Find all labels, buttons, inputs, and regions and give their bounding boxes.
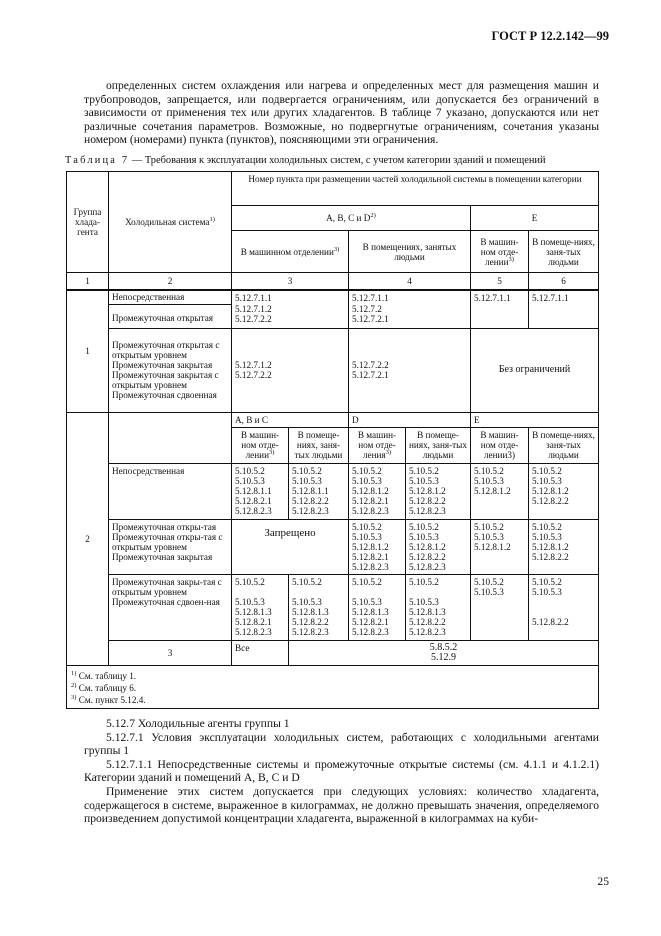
table-notes <box>67 665 599 708</box>
colnum-6: 6 <box>529 273 599 290</box>
group-3-cell: 3 <box>109 640 232 665</box>
header-placement: Номер пункта при размещении частей холодильной системы в помещении категории <box>232 172 599 206</box>
table-row: Непосредственная <box>109 463 232 519</box>
header-machine-room: В машинном отделении$^{3)}$ <box>232 231 349 273</box>
table-caption <box>65 155 546 166</box>
table-row: Все <box>232 640 289 665</box>
colnum-2: 2 <box>109 273 232 290</box>
document-header: ГОСТ Р 12.2.142—99 <box>491 29 609 43</box>
section-heading: 5.12.7 Холодильные агенты группы 1 <box>106 717 290 730</box>
header-occupied-rooms: В помещениях, занятых людьми <box>349 231 471 273</box>
header-machine-room-e: В машин-ном отде-лении$^{3)}$ <box>471 231 529 273</box>
body-paragraph: Применение этих систем допускается при следующих условиях: количество хладагента, содержащегося в системе, выраженное в килограммах, не должно превышать значения, определяемого произведением допустимой концентрации хладагента, выраженной в килограммах на куби- <box>84 784 599 826</box>
table-row: Промежуточная закры-тая с открытым уровнем Промежуточная сдвоен-ная <box>109 574 232 640</box>
note-1: $^{1)}$ См. таблицу 1. <box>71 669 137 681</box>
table-row: Промежуточная открытая <box>109 304 232 328</box>
table-caption-text: — Требования к эксплуатации холодильных систем, с учетом категории зданий и помещений <box>131 155 546 166</box>
table-row: Промежуточная откры-тая Промежуточная откры-тая с открытым уровнем Промежуточная закрытая <box>109 519 232 574</box>
note-3: $^{3)}$ См. пункт 5.12.4. <box>71 693 146 705</box>
note-2: $^{2)}$ См. таблицу 6. <box>71 681 137 693</box>
colnum-5: 5 <box>471 273 529 290</box>
table-row: Промежуточная открытая с открытым уровнем Промежуточная закрытая Промежуточная закрытая с открытым уровнем Промежуточная сдвоенная <box>109 328 232 412</box>
colnum-3: 3 <box>232 273 349 290</box>
header-e: Е <box>471 206 599 231</box>
header-occupied-rooms-e: В помеще-ниях, заня-тых людьми <box>529 231 599 273</box>
group-1-cell: 1 <box>67 290 109 413</box>
requirements-table: Группа хлада-гента Холодильная система$^{1)}$ Номер пункта при размещении частей холодильной системы в помещении категории А, В, С и $D^{2)}$ Е В машинном отделении$^{3)}$ В помещениях, занятых людьми В машин-ном отде-лении$^{3)}$ В помеще-ниях, заня-тых людьми 1 2 3 4 5 6 1 Непосредственная 5.12.7.1.1 5.12.7.1.1 5.12.7.1.1 5.12.7.1.1 Промежуточная открытая 5.12.7.1.2 5.12.7.2.2 5.12.7.2 5.12.7.2.1 Промежуточная открытая с открытым уровнем Промежуточная закрытая Промежуточная закрытая с открытым уровнем Промежуточная сдвоенная 5.12.7.1.2 5.12.7.2.2 5.12.7.2.2 5.12.7.2.1 Без ограничений 2 А, В и С D Е В машин-ном отде-лении$^{3)}$ В помеще-ниях, заня-тых людьми В машин-ном отде-ления$^{3)}$ В помеще-ниях, заня-тых людьми В машин-ном отде-лении3) В помеще-ниях, заня-тых людьми Непосредственная 5.10.5.2 5.10.5.3 5.12.8.1.1 5.12.8.2.1 5.12.8.2.3 5.10.5.2 5.10.5.3 5.12.8.1.1 5.12.8.2.2 5.12.8.2.3 5.10.5.2 5.10.5.3 5.12.8.1.2 5.12.8.2.1 5.12.8.2.3 5.10.5.2 5.10.5.3 5.12.8.1.2 5.12.8.2.2 5.12.8.2.3 5.10.5.2 5.10.5.3 5.12.8.1.2 5.10.5.2 5.10.5.3 5.12.8.1.2 5.12.8.2.2 Промежуточная откры-тая Промежуточная откры-тая с открытым уровнем Промежуточная закрытая Запрещено 5.10.5.2 5.10.5.3 5.12.8.1.2 5.12.8.2.1 5.12.8.2.3 5.10.5.2 5.10.5.3 5.12.8.1.2 5.12.8.2.2 5.12.8.2.3 5.10.5.2 5.10.5.3 5.12.8.1.2 5.10.5.2 5.10.5.3 5.12.8.1.2 5.12.8.2.2 Промежуточная закры-тая с открытым уровнем Промежуточная сдвоен-ная 5.10.5.2 5.10.5.3 5.12.8.1.3 5.12.8.2.1 5.12.8.2.3 5.10.5.2 5.10.5.3 5.12.8.1.3 5.12.8.2.2 5.12.8.2.3 5.10.5.2 5.10.5.3 5.12.8.1.3 5.12.8.2.1 5.12.8.2.3 5.10.5.2 5.10.5.3 5.12.8.1.3 5.12.8.2.2 5.12.8.2.3 5.10.5.2 5.10.5.3 5.10.5.2 5.10.5.3 5.12.8.2.2 3 Все 5.8.5.2 5.12.9 $^{1)}$ См. таблицу 1. $^{2)}$ См. таблицу 6. $^{3)}$ См. пункт 5.12.4. <box>66 171 599 709</box>
header-system: Холодильная система$^{1)}$ <box>109 172 232 273</box>
prohibited-cell: Запрещено <box>232 519 349 574</box>
group-2-cell: 2 <box>67 412 109 665</box>
page-number: 25 <box>597 875 609 888</box>
header-group: Группа хлада-гента <box>67 172 109 273</box>
colnum-4: 4 <box>349 273 471 290</box>
subsection-heading: 5.12.7.1 Условия эксплуатации холодильных систем, работающих с холодильными агентами группы 1 <box>84 730 599 758</box>
colnum-1: 1 <box>67 273 109 290</box>
body-text <box>84 717 599 826</box>
subsubsection-heading: 5.12.7.1.1 Непосредственные системы и промежуточные открытые системы (см. 4.1.1 и 4.1.2.1) Категории зданий и помещений А, В, С и D <box>84 757 599 785</box>
table-row: Непосредственная <box>109 290 232 305</box>
intro-paragraph: определенных систем охлаждения или нагрева и определенных мест для размещения машин и трубопроводов, запрещается, или подвергается ограничениям, или допускается без ограничений в зависимости от применения тех или других хладагентов. В таблице 7 указано, допускаются или нет различные сочетания параметров. Возможные, но подвергнутые ограничениям, сочетания указаны номером (номерами) пункта (пунктов), поясняющими эти ограничения. <box>84 79 599 147</box>
header-abcd: А, В, С и $D^{2)}$ <box>232 206 471 231</box>
table-caption-label: Таблица 7 <box>65 155 130 166</box>
